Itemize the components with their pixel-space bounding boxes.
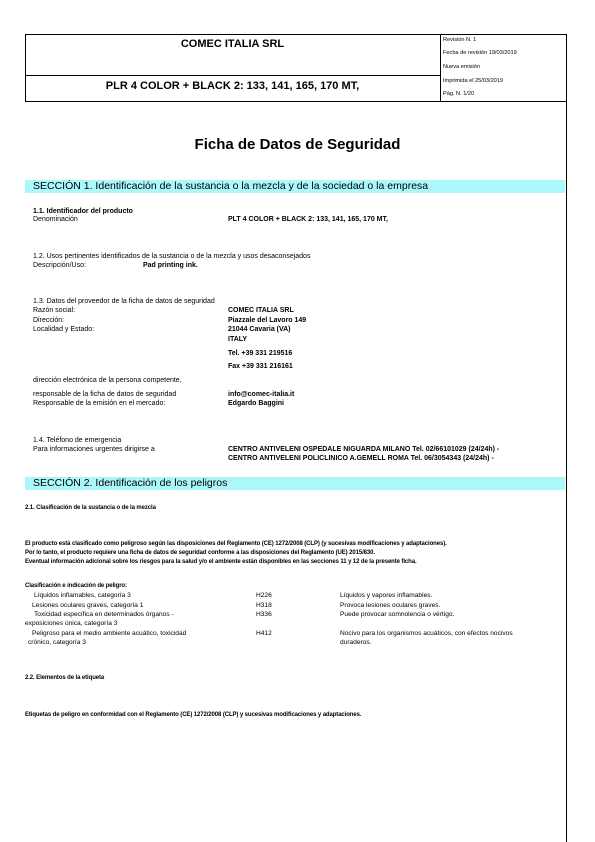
revision-date: Fecha de revisión 19/03/2019: [443, 50, 517, 56]
class-title: Clasificación e indicación de peligro:: [25, 583, 127, 589]
supplier-country: ITALY: [228, 336, 248, 343]
new-issue: Nueva emisión: [443, 64, 480, 70]
hazard-cat-3b: exposiciones única, categoría 3: [25, 620, 118, 627]
hazard-desc-4b: duraderos.: [340, 639, 372, 646]
document-title: Ficha de Datos de Seguridad: [194, 136, 401, 153]
header-divider: [25, 75, 440, 76]
responsible-email[interactable]: info@comec-italia.it: [228, 391, 295, 398]
s14-label: Para informaciones urgentes dirigirse a: [33, 446, 155, 453]
emergency-line-1: CENTRO ANTIVELENI OSPEDALE NIGUARDA MILANO Tel. 02/66101029 (24/24h) -: [228, 446, 500, 453]
hazard-desc-2: Provoca lesiones oculares graves.: [340, 602, 441, 609]
s21-title: 2.1. Clasificación de la sustancia o de la mezcla: [25, 505, 156, 511]
responsible-label: responsable de la ficha de datos de seguridad: [33, 391, 177, 398]
hazard-code-2: H318: [256, 602, 272, 609]
page-number: Pág. N. 1/20: [443, 91, 475, 97]
hazard-cat-4b: crónico, categoría 3: [28, 639, 86, 646]
classification-para-2: Por lo tanto, el producto requiere una ficha de datos de seguridad conforme a las disposiciones del Reglamento (UE) 2015/830.: [25, 550, 375, 556]
header-column-divider: [440, 34, 441, 102]
header-border-bottom: [25, 101, 566, 102]
supplier-label-name: Razón social:: [33, 307, 76, 314]
hazard-code-4: H412: [256, 630, 272, 637]
hazard-desc-4a: Nocivo para los organismos acuáticos, con efectos nocivos: [340, 630, 513, 637]
hazard-code-3: H336: [256, 611, 272, 618]
hazard-desc-1: Líquidos y vapores inflamables.: [340, 592, 433, 599]
hazard-cat-3a: Toxicidad específica en determinados órganos -: [34, 611, 174, 618]
supplier-label-locality: Localidad y Estado:: [33, 326, 95, 333]
s13-title: 1.3. Datos del proveedor de la ficha de datos de seguridad: [33, 298, 215, 305]
supplier-tel: Tel. +39 331 219516: [228, 350, 293, 357]
section2-heading: SECCIÓN 2. Identificación de los peligros: [33, 477, 228, 489]
s12-label: Descripción/Uso:: [33, 262, 86, 269]
supplier-label-address: Dirección:: [33, 317, 65, 324]
header-border-top: [25, 34, 566, 35]
s11-title: 1.1. Identificador del producto: [33, 208, 133, 215]
s12-value: Pad printing ink.: [143, 262, 198, 269]
s22-title: 2.2. Elementos de la etiqueta: [25, 675, 105, 681]
hazard-code-1: H226: [256, 592, 272, 599]
supplier-locality: 21044 Cavaria (VA): [228, 326, 291, 333]
revision-number: Revisión N. 1: [443, 37, 477, 43]
classification-para-3: Eventual información adicional sobre los riesgos para la salud y/o el ambiente están disponibles en las secciones 11 y 12 de la presente ficha.: [25, 559, 417, 565]
section1-header: [25, 180, 565, 193]
section1-heading: SECCIÓN 1. Identificación de la sustancia o la mezcla y de la sociedad o la empresa: [33, 180, 429, 192]
email-label: dirección electrónica de la persona competente,: [33, 377, 182, 384]
emergency-line-2: CENTRO ANTIVELENI POLICLINICO A.GEMELL ROMA Tel. 06/3054343 (24/24h) -: [228, 455, 494, 462]
s11-label: Denominación: [33, 216, 78, 223]
market-value: Edgardo Baggini: [228, 400, 284, 407]
hazard-cat-4a: Peligroso para el medio ambiente acuático, toxicidad: [32, 630, 187, 637]
supplier-name: COMEC ITALIA SRL: [228, 307, 294, 314]
supplier-fax: Fax +39 331 216161: [228, 363, 293, 370]
page-border-right: [566, 34, 567, 842]
label-para: Etiquetas de peligro en conformidad con el Reglamento (CE) 1272/2008 (CLP) y sucesivas modificaciones y adaptaciones.: [25, 712, 362, 718]
print-date: Imprimida el 25/03/2019: [443, 78, 504, 84]
supplier-address: Piazzale del Lavoro 149: [228, 317, 307, 324]
s11-value: PLT 4 COLOR + BLACK 2: 133, 141, 165, 170 MT,: [228, 216, 388, 223]
product-name: PLR 4 COLOR + BLACK 2: 133, 141, 165, 170 MT,: [105, 80, 360, 92]
s12-title: 1.2. Usos pertinentes identificados de la sustancia o de la mezcla y usos desaconsejados: [33, 253, 311, 260]
hazard-cat-2: Lesiones oculares graves, categoría 1: [32, 602, 144, 609]
s14-title: 1.4. Teléfono de emergencia: [33, 437, 122, 444]
section2-header: [25, 477, 565, 490]
company-name: COMEC ITALIA SRL: [180, 38, 285, 50]
hazard-desc-3: Puede provocar somnolencia o vértigo.: [340, 611, 455, 618]
market-label: Responsable de la emisión en el mercado:: [33, 400, 166, 407]
classification-para-1: El producto está clasificado como peligroso según las disposiciones del Reglamento (CE) 1272/2008 (CLP) (y sucesivas modificaciones y adaptaciones).: [25, 541, 447, 547]
hazard-cat-1: Líquidos inflamables, categoría 3: [34, 592, 131, 599]
